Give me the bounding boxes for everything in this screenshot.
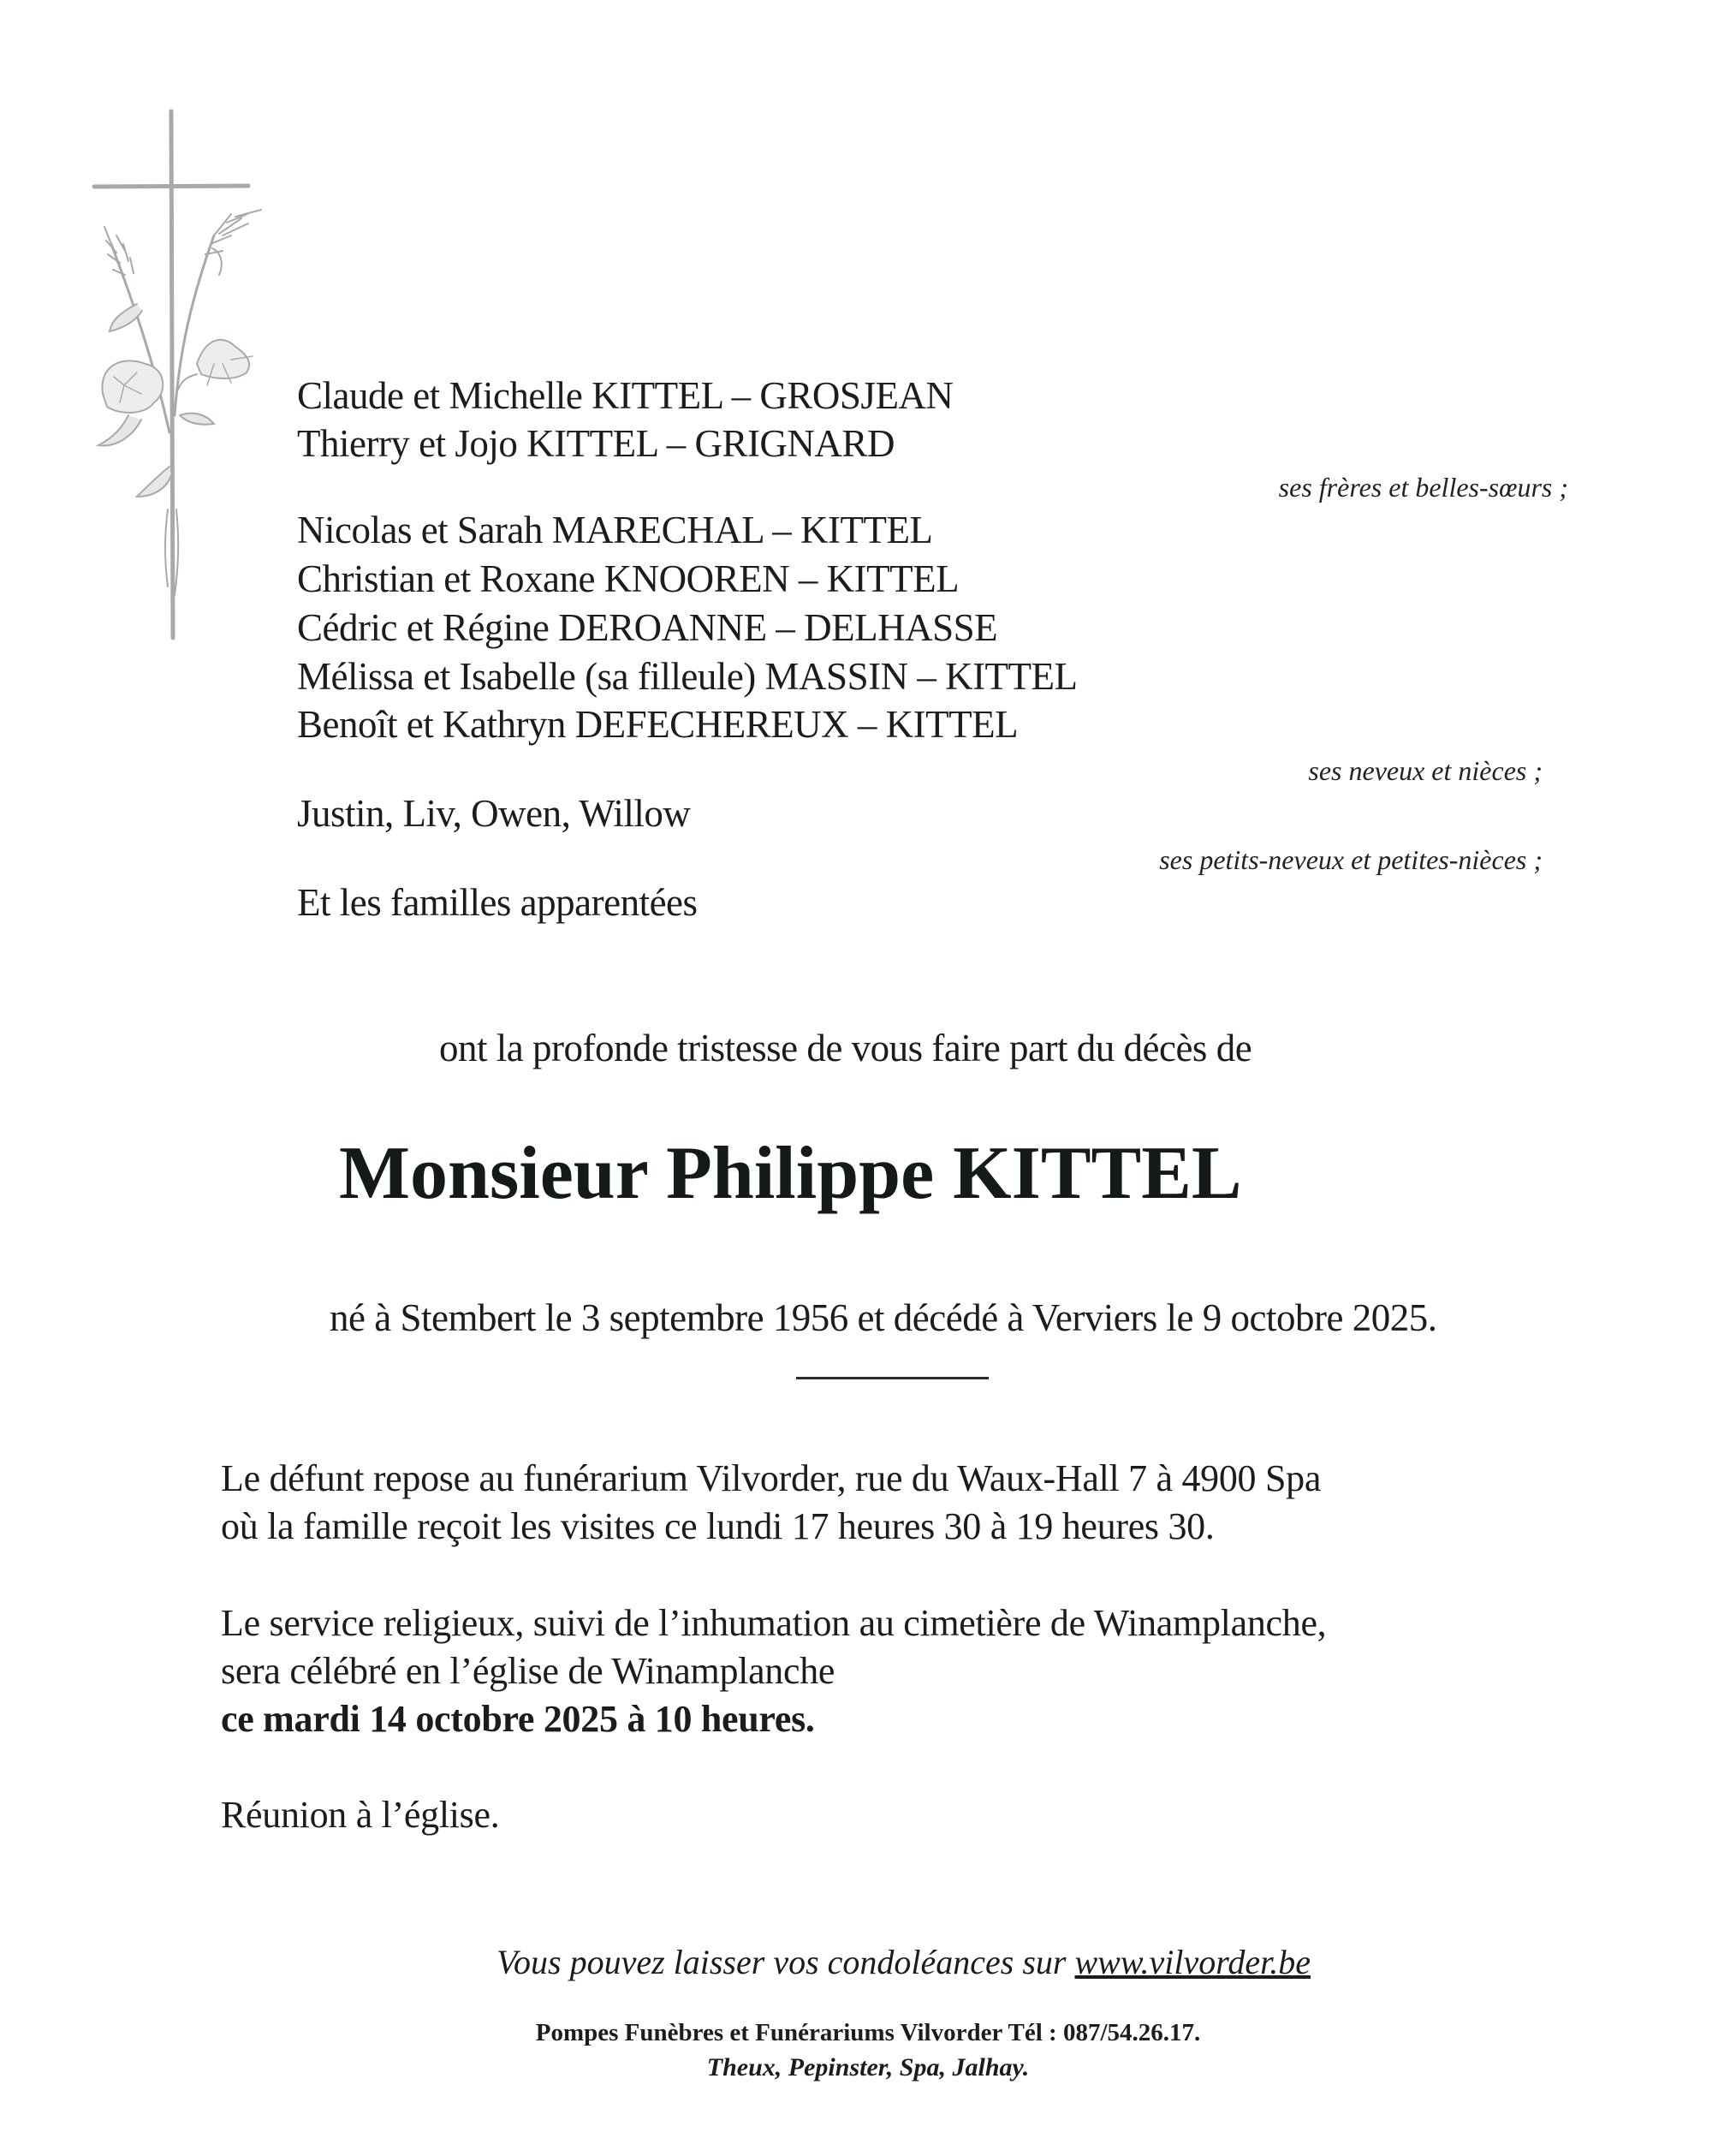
visitation-line: où la famille reçoit les visites ce lundi 17 heures 30 à 19 heures 30.: [221, 1505, 1215, 1547]
condolences-link[interactable]: www.vilvorder.be: [1074, 1943, 1311, 1981]
footer-locations: Theux, Pepinster, Spa, Jalhay.: [706, 2053, 1030, 2082]
deceased-name: Monsieur Philippe KITTEL: [339, 1132, 1242, 1215]
footer-company: Pompes Funèbres et Funérariums Vilvorder Tél : 087/54.26.17.: [535, 2019, 1201, 2046]
family-line-sibling: Thierry et Jojo KITTEL – GRIGNARD: [297, 422, 895, 465]
meeting-line: Réunion à l’église.: [221, 1794, 500, 1836]
family-line-nephew: Mélissa et Isabelle (sa filleule) MASSIN – KITTEL: [297, 655, 1078, 698]
family-line-nephew: Benoît et Kathryn DEFECHEREUX – KITTEL: [297, 703, 1019, 746]
family-line-nephew: Nicolas et Sarah MARECHAL – KITTEL: [297, 509, 933, 551]
family-line-nephew: Christian et Roxane KNOOREN – KITTEL: [297, 557, 960, 600]
service-datetime: ce mardi 14 octobre 2025 à 10 heures.: [221, 1698, 815, 1740]
family-line-sibling: Claude et Michelle KITTEL – GROSJEAN: [297, 374, 954, 417]
condolences-text: Vous pouvez laisser vos condoléances sur: [496, 1943, 1067, 1981]
nephews-role-label: ses neveux et nièces ;: [1308, 755, 1543, 786]
birth-death-line: né à Stembert le 3 septembre 1956 et décédé à Verviers le 9 octobre 2025.: [330, 1296, 1437, 1339]
family-line-nephew: Cédric et Régine DEROANNE – DELHASSE: [297, 606, 998, 649]
announcement-intro: ont la profonde tristesse de vous faire part du décès de: [439, 1027, 1252, 1069]
condolences-line: [496, 1942, 1311, 1982]
family-line-relatives: Et les familles apparentées: [297, 881, 698, 924]
separator-line: [796, 1377, 989, 1379]
family-line-grand-nephews: Justin, Liv, Owen, Willow: [297, 792, 691, 835]
service-line: sera célébré en l’église de Winamplanche: [221, 1650, 835, 1692]
visitation-line: Le défunt repose au funérarium Vilvorder, rue du Waux-Hall 7 à 4900 Spa: [221, 1457, 1322, 1499]
cross-icon: [86, 107, 291, 646]
grand-nephews-role-label: ses petits-neveux et petites-nièces ;: [1159, 844, 1543, 875]
siblings-role-label: ses frères et belles-sœurs ;: [1278, 472, 1568, 503]
service-line: Le service religieux, suivi de l’inhumation au cimetière de Winamplanche,: [221, 1602, 1327, 1644]
